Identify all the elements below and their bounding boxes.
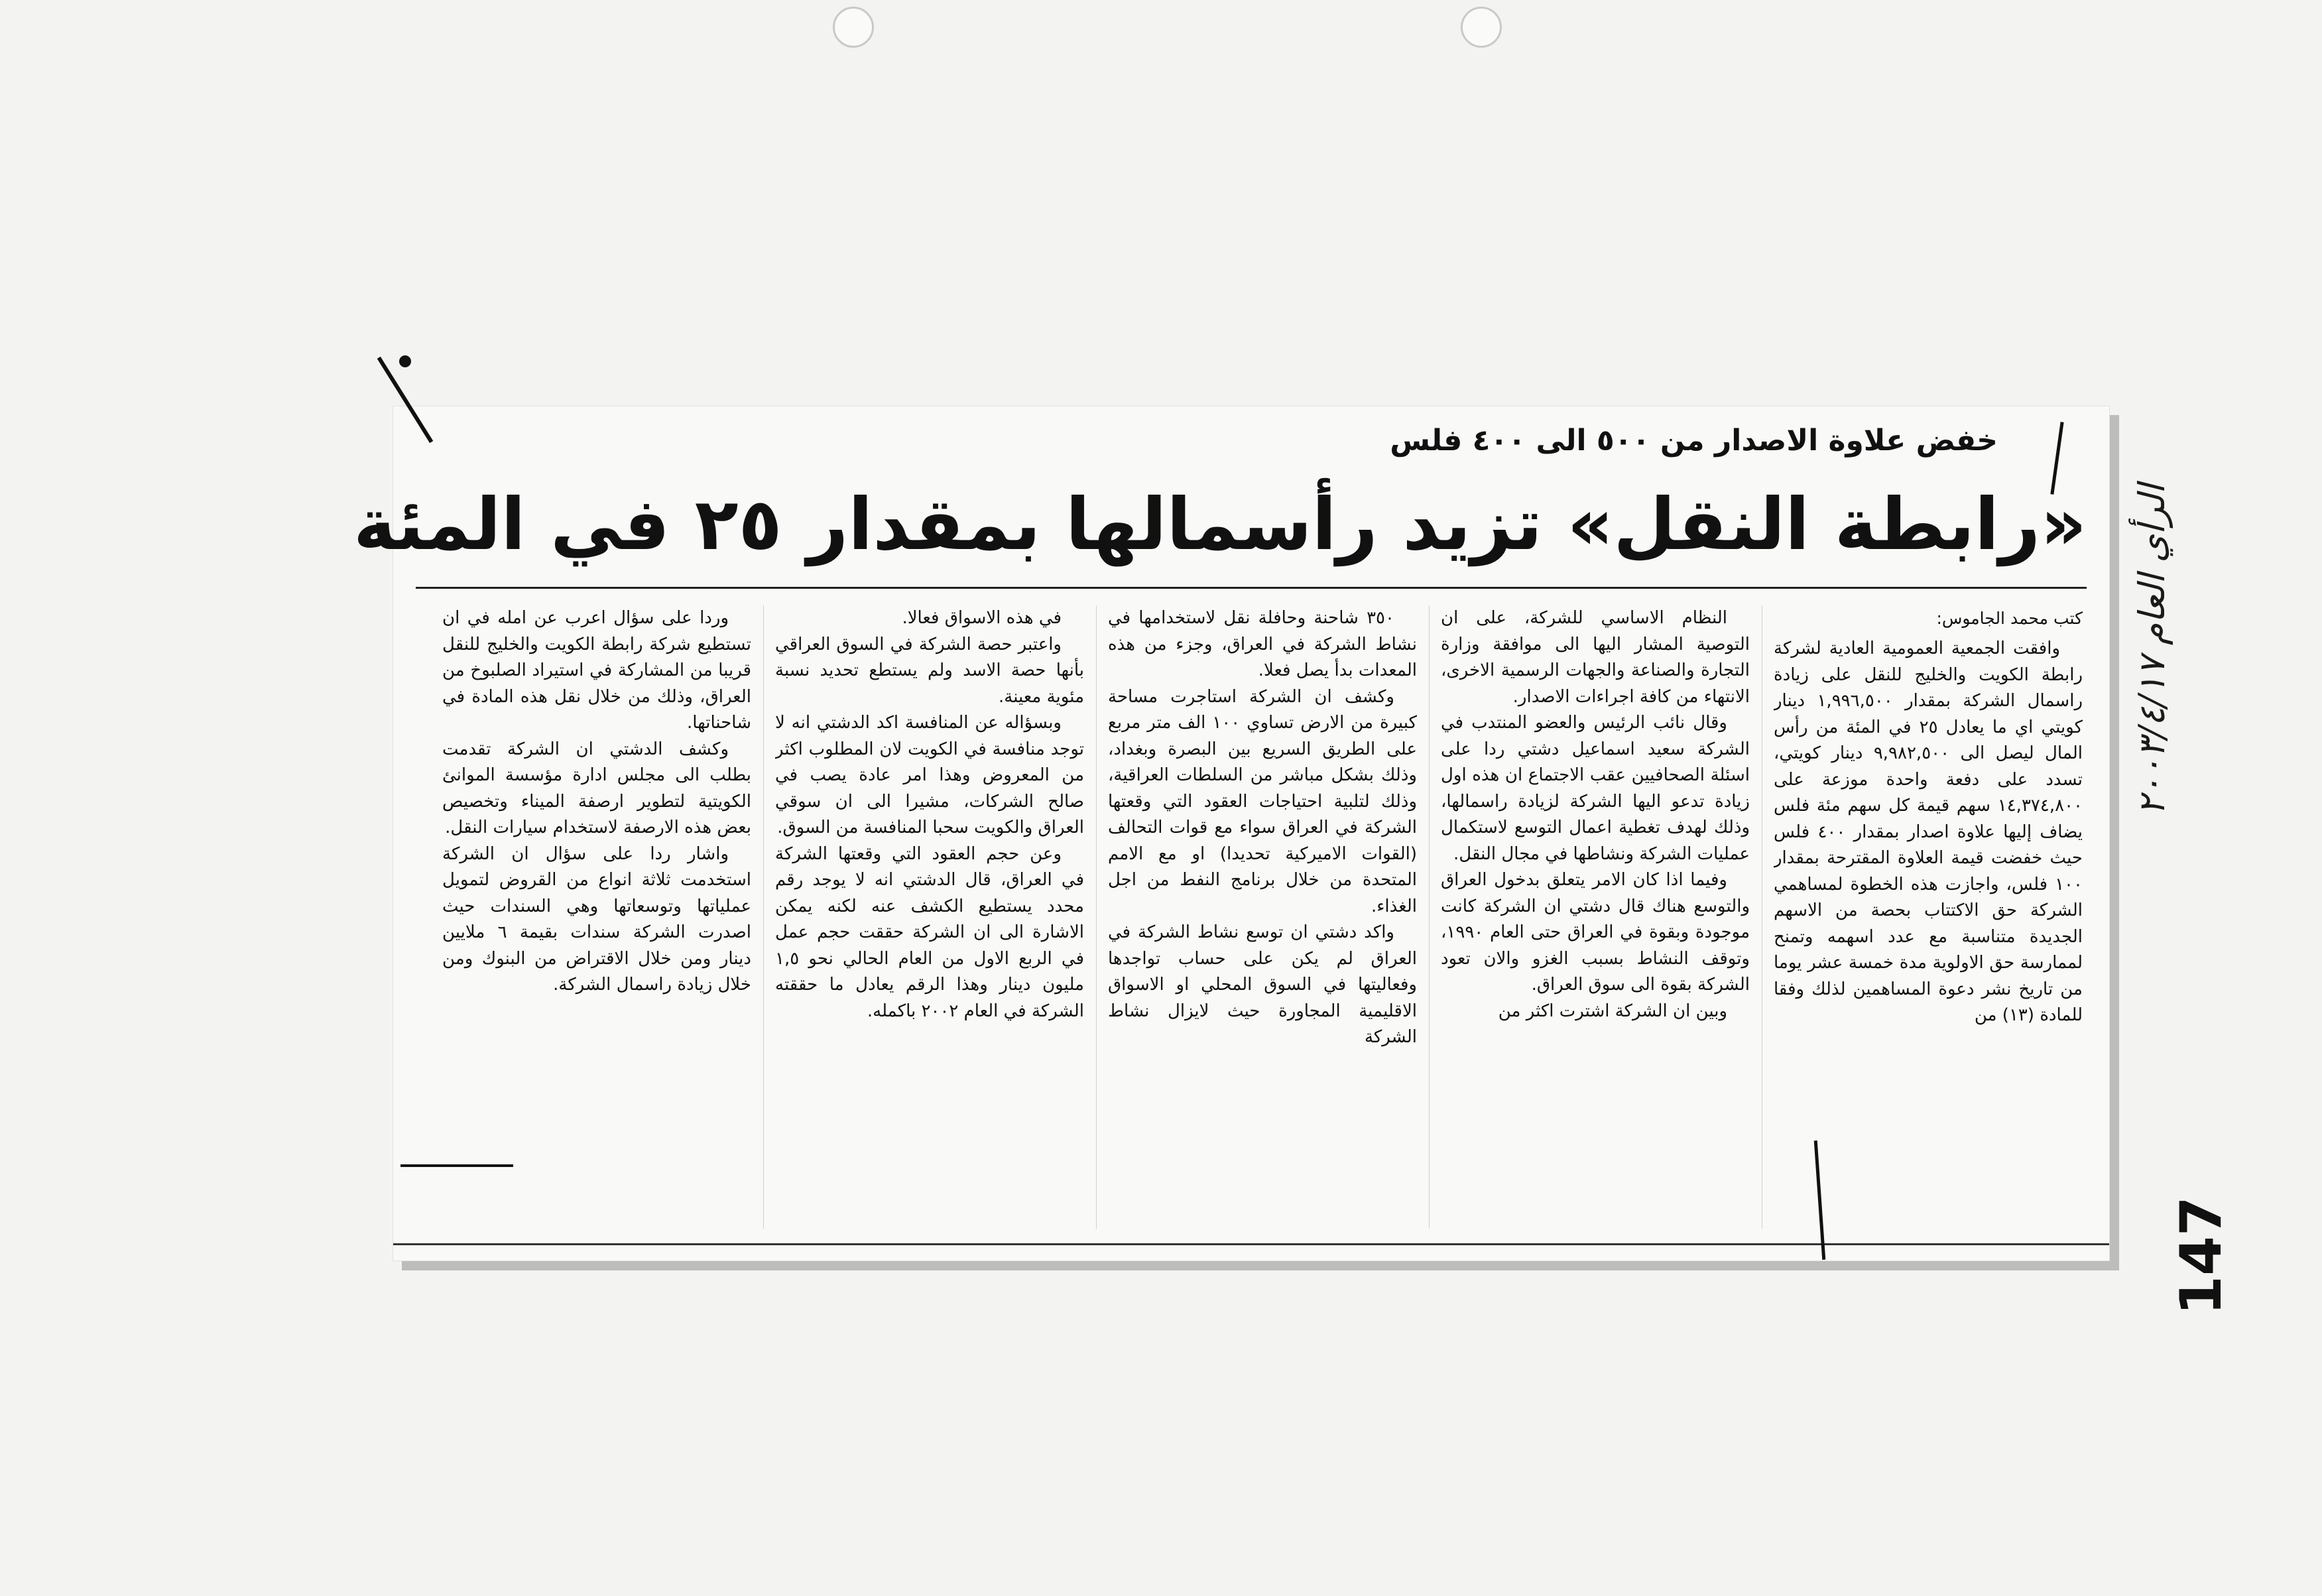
paragraph: وافقت الجمعية العمومية العادية لشركة رابطة الكويت والخليج للنقل على زيادة راسمال الشركة بمقدار ١,٩٩٦,٥٠٠ دينار كويتي اي ما يعادل ٢٥ في المئة من رأس المال ليصل الى ٩,٩٨٢,٥٠٠ دينار كويتي، تسدد على دفعة واحدة موزعة على ١٤,٣٧٤,٨٠٠ سهم قيمة كل سهم مئة فلس يضاف إليها علاوة اصدار بمقدار ٤٠٠ فلس حيث خفضت قيمة العلاوة المقترحة بمقدار ١٠٠ فلس، واجازت هذه الخطوة لمساهمي الشركة حق الاكتتاب بحصة من الاسهم الجديدة متناسبة مع عدد اسهمه وتمنح لممارسة حق الاولوية مدة خمسة عشر يوما من تاريخ نشر دعوة المساهمين لذلك وفقا للمادة (١٣) من <box>1774 639 2083 1025</box>
byline: كتب محمد الجاموس: <box>1936 609 2083 628</box>
headline: «رابطة النقل» تزيد رأسمالها بمقدار ٢٥ في المئة <box>353 483 2087 566</box>
paragraph: وكشف الدشتي ان الشركة تقدمت بطلب الى مجلس ادارة مؤسسة الموانئ الكويتية لتطوير ارصفة الميناء وتخصيص بعض هذه الارصفة لاستخدام سيارات النقل. <box>442 739 751 837</box>
pen-mark <box>399 355 411 367</box>
paragraph: وفيما اذا كان الامر يتعلق بدخول العراق والتوسع هناك قال دشتي ان الشركة كانت موجودة وبقوة في العراق حتى العام ١٩٩٠، وتوقف النشاط بسبب الغزو والان تعود الشركة بقوة الى سوق العراق. <box>1441 870 1750 995</box>
headline-rule <box>416 587 2087 589</box>
article-column-4 <box>775 605 1084 1229</box>
article-column-1 <box>1774 636 2083 1229</box>
article-column-2 <box>1441 605 1750 1229</box>
paragraph: في هذه الاسواق فعالا. <box>902 608 1062 628</box>
paragraph: واكد دشتي ان توسع نشاط الشركة في العراق لم يكن على حساب تواجدها وفعاليتها في السوق المحلي او الاسواق الاقليمية المجاورة حيث لايزال نشاط الشركة <box>1108 922 1417 1047</box>
column-divider <box>763 605 764 1229</box>
paragraph: واشار ردا على سؤال ان الشركة استخدمت ثلاثة انواع من القروض لتمويل عملياتها وتوسعاتها وهي السندات حيث اصدرت الشركة سندات بقيمة ٦ ملايين دينار ومن خلال الاقتراض من البنوك ومن خلال زيادة راسمال الشركة. <box>442 843 751 995</box>
handwritten-source-note: الرأي العام ٢٠٠٣/٤/١٧ <box>2131 484 2173 816</box>
paragraph: وكشف ان الشركة استاجرت مساحة كبيرة من الارض تساوي ١٠٠ الف متر مربع على الطريق السريع بين البصرة وبغداد، وذلك بشكل مباشر من السلطات العراقية، وذلك لتلبية احتياجات العقود التي وقعتها الشركة في العراق سواء مع قوات التحالف (القوات الاميركية تحديدا) او مع الامم المتحدة من خلال برنامج النفط من اجل الغذاء. <box>1108 686 1417 916</box>
page-number: 147 <box>2168 1196 2234 1316</box>
paragraph: النظام الاساسي للشركة، على ان التوصية المشار اليها الى موافقة وزارة التجارة والصناعة والجهات الرسمية الاخرى، الانتهاء من كافة اجراءات الاصدار. <box>1441 608 1750 707</box>
article-column-3 <box>1108 605 1417 1229</box>
punch-hole <box>1461 7 1502 48</box>
paragraph: وبسؤاله عن المنافسة اكد الدشتي انه لا توجد منافسة في الكويت لان المطلوب اكثر من المعروض وهذا امر عادة يصب في صالح الشركات، مشيرا الى ان سوقي العراق والكويت سحبا المنافسة من السوق. <box>775 713 1084 837</box>
article-column-5 <box>442 605 751 1229</box>
column-divider <box>1429 605 1430 1229</box>
paragraph: وبين ان الشركة اشترت اكثر من <box>1498 1001 1727 1021</box>
paragraph: وردا على سؤال اعرب عن امله في ان تستطيع شركة رابطة الكويت والخليج للنقل قريبا من المشاركة في استيراد الصلبوخ من العراق، وذلك من خلال نقل هذه المادة في شاحناتها. <box>442 608 751 733</box>
kicker: خفض علاوة الاصدار من ٥٠٠ الى ٤٠٠ فلس <box>1390 424 1998 458</box>
paragraph: واعتبر حصة الشركة في السوق العراقي بأنها حصة الاسد ولم يستطع تحديد نسبة مئوية معينة. <box>775 634 1084 707</box>
column-divider <box>1096 605 1097 1229</box>
paragraph: وقال نائب الرئيس والعضو المنتدب في الشركة سعيد اسماعيل دشتي ردا على اسئلة الصحافيين عقب الاجتماع ان هذه اول زيادة تدعو اليها الشركة لزيادة راسمالها، وذلك لهدف تغطية اعمال التوسع لاستكمال عمليات الشركة ونشاطها في مجال النقل. <box>1441 713 1750 864</box>
paragraph: ٣٥٠ شاحنة وحافلة نقل لاستخدامها في نشاط الشركة في العراق، وجزء من هذه المعدات بدأ يصل فعلا. <box>1108 608 1417 680</box>
punch-hole <box>833 7 874 48</box>
bottom-rule <box>393 1243 2109 1245</box>
pen-mark <box>400 1164 513 1167</box>
newspaper-clipping <box>353 406 2110 1261</box>
paragraph: وعن حجم العقود التي وقعتها الشركة في العراق، قال الدشتي انه لا يوجد رقم محدد يستطيع الكشف عنه لكنه يمكن الاشارة الى ان الشركة حققت حجم عمل في الربع الاول من العام الحالي نحو ١,٥ مليون دينار وهذا الرقم يعادل ما حققته الشركة في العام ٢٠٠٢ باكمله. <box>775 843 1084 1021</box>
